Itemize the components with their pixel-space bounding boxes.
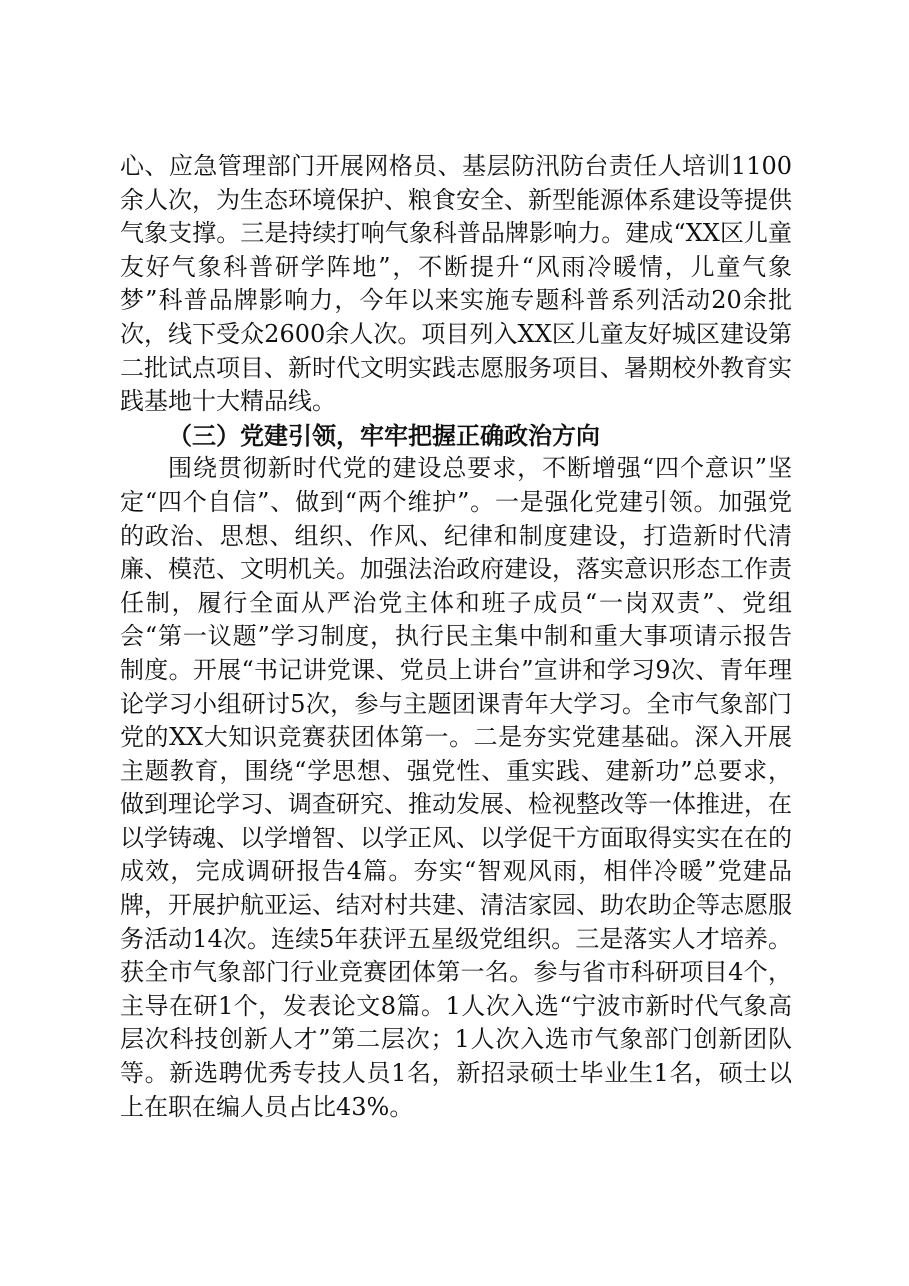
paragraph-continuation: 心、应急管理部门开展网格员、基层防汛防台责任人培训1100余人次，为生态环境保护、粮食安全、新型能源体系建设等提供气象支撑。三是持续打响气象科普品牌影响力。建成“XX区儿童友好气象科普研学阵地”，不断提升“风雨冷暖情，儿童气象梦”科普品牌影响力，今年以来实施专题科普系列活动20余批次，线下受众2600余人次。项目列入XX区儿童友好城区建设第二批试点项目、新时代文明实践志愿服务项目、暑期校外教育实践基地十大精品线。 — [120, 152, 792, 416]
document-body — [120, 150, 792, 1124]
paragraph-party-building: 围绕贯彻新时代党的建设总要求，不断增强“四个意识”坚定“四个自信”、做到“两个维护”。一是强化党建引领。加强党的政治、思想、组织、作风、纪律和制度建设，打造新时代清廉、模范、文明机关。加强法治政府建设，落实意识形态工作责任制，履行全面从严治党主体和班子成员“一岗双责”、党组会“第一议题”学习制度，执行民主集中制和重大事项请示报告制度。开展“书记讲党课、党员上讲台”宣讲和学习9次、青年理论学习小组研讨5次，参与主题团课青年大学习。全市气象部门党的XX大知识竞赛获团体第一。二是夯实党建基础。深入开展主题教育，围绕“学思想、强党性、重实践、建新功”总要求，做到理论学习、调查研究、推动发展、检视整改等一体推进，在以学铸魂、以学增智、以学正风、以学促干方面取得实实在在的成效，完成调研报告4篇。夯实“智观风雨，相伴冷暖”党建品牌，开展护航亚运、结对村共建、清洁家园、助农助企等志愿服务活动14次。连续5年获评五星级党组织。三是落实人才培养。获全市气象部门行业竞赛团体第一名。参与省市科研项目4个，主导在研1个，发表论文8篇。1人次入选“宁波市新时代气象高层次科技创新人才”第二层次；1人次入选市气象部门创新团队等。新选聘优秀专技人员1名，新招录硕士毕业生1名，硕士以上在职在编人员占比43%。 — [120, 454, 792, 1121]
section-heading: （三）党建引领，牢牢把握正确政治方向 — [168, 420, 600, 450]
